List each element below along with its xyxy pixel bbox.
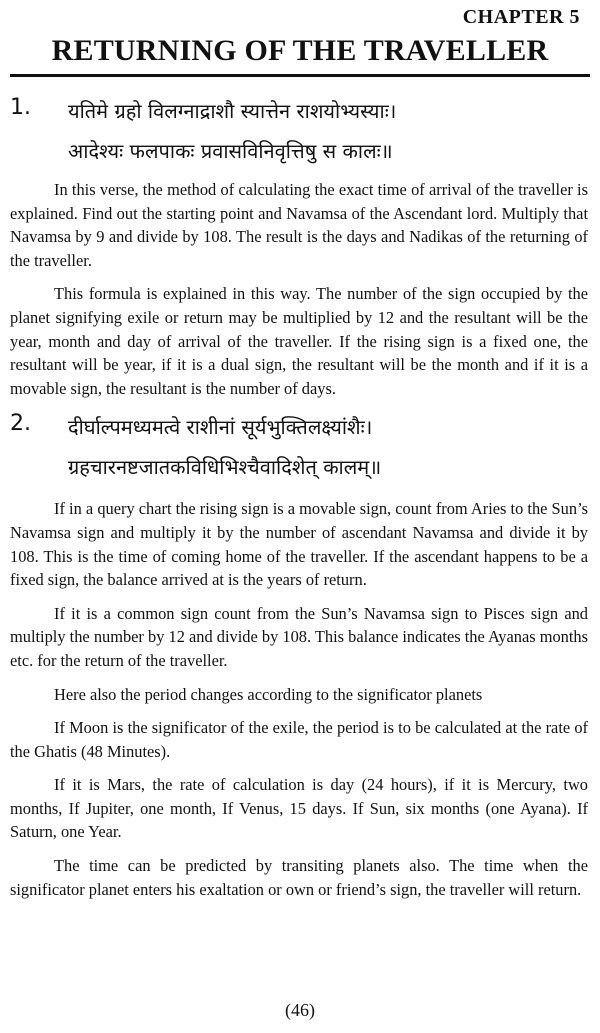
paragraph: Here also the period changes according to the significator planets bbox=[54, 684, 483, 704]
paragraph: The time can be predicted by transiting planets also. The time when the significator planet enters his exaltation or own or friend’s sign, the traveller will return. bbox=[10, 856, 588, 899]
verse-line: यतिमे ग्रहो विलग्नाद्राशौ स्यात्तेन राशयोभ्यस्याः। bbox=[68, 99, 397, 123]
verse-line: ग्रहचारनष्टजातकविधिभिश्चैवादिशेत् कालम्॥ bbox=[68, 455, 382, 480]
paragraph: If it is a common sign count from the Sun’s Navamsa sign to Pisces sign and multiply the number by 12 and divide by 108. This balance indicates the Ayanas months etc. for the return of the traveller. bbox=[10, 603, 588, 670]
verse-text bbox=[68, 407, 588, 487]
verse-2 bbox=[10, 407, 588, 487]
page-number: (46) bbox=[285, 1000, 315, 1020]
paragraph: If Moon is the significator of the exile, the period is to be calculated at the rate of the Ghatis (48 Minutes). bbox=[10, 718, 588, 761]
chapter-label: CHAPTER 5 bbox=[462, 6, 580, 28]
verse-line: आदेश्यः फलपाकः प्रवासविनिवृत्तिषु स कालः॥ bbox=[68, 139, 393, 163]
verse-number: 2. bbox=[10, 411, 31, 437]
verse-line: दीर्घाल्पमध्यमत्वे राशीनां सूर्यभुक्तिलक्ष्यांशैः। bbox=[68, 415, 373, 440]
verse-1 bbox=[10, 91, 588, 171]
verse-number: 1. bbox=[10, 95, 31, 120]
paragraph: If in a query chart the rising sign is a movable sign, count from Aries to the Sun’s Navamsa sign and multiply it by the number of ascendant Navamsa and divide it by 108. This is the time of coming home of the traveller. If the ascendant happens to be a fixed sign, the balance arrived at is the years of return. bbox=[10, 499, 588, 590]
chapter-title: RETURNING OF THE TRAVELLER bbox=[51, 34, 549, 67]
paragraph: In this verse, the method of calculating the exact time of arrival of the traveller is explained. Find out the starting point and Navamsa of the Ascendant lord. Multiply that Navamsa by 9 and divide by 108. The result is the days and Nadikas of the returning of the traveller. bbox=[10, 180, 588, 270]
paragraph: This formula is explained in this way. The number of the sign occupied by the planet signifying exile or return may be multiplied by 12 and the resultant will be the year, month and day of arrival of the traveller. If the rising sign is a fixed one, the resultant will be year, if it is a dual sign, the resultant will be the month and if it is a movable sign, the resultant is the number of days. bbox=[10, 284, 588, 398]
verse-text bbox=[68, 91, 588, 171]
paragraph: If it is Mars, the rate of calculation is day (24 hours), if it is Mercury, two months, If Jupiter, one month, If Venus, 15 days. If Sun, six months (one Ayana). If Saturn, one Year. bbox=[10, 775, 588, 842]
title-rule bbox=[10, 74, 590, 77]
page-content bbox=[10, 91, 588, 901]
